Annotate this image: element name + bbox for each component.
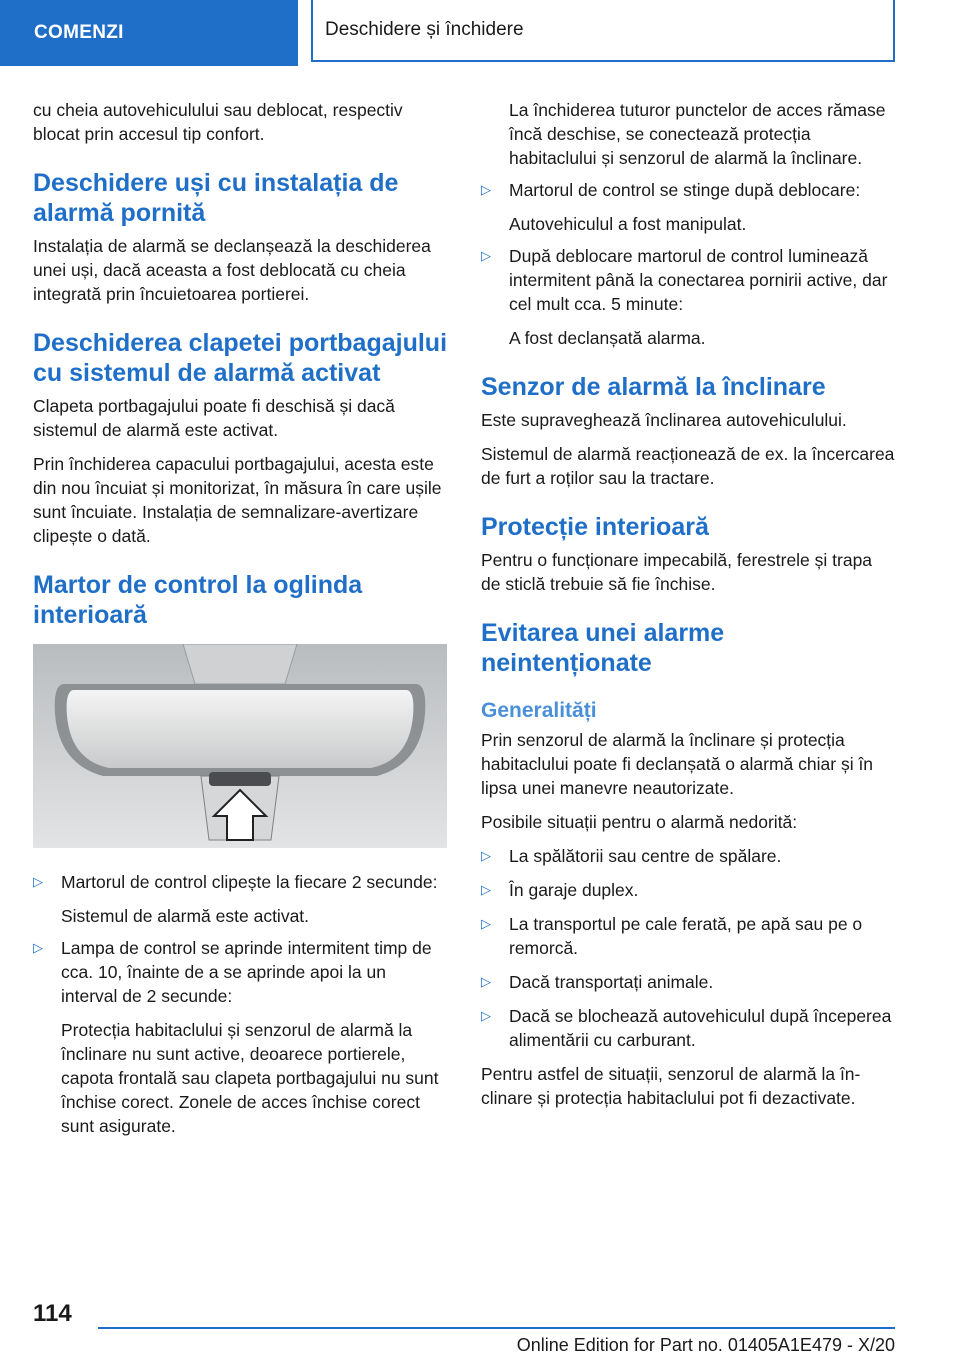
page-header bbox=[0, 0, 960, 66]
bullet-triangle-icon: ▷ bbox=[481, 182, 491, 197]
section-title-interior-protection: Protecție interioară bbox=[481, 513, 709, 541]
indicator-list bbox=[33, 936, 447, 1008]
list-item-result: La închiderea tuturor punctelor de acces rămase încă deschise, se conectează protecția habitaclului și senzorul de alarmă la înclinare. bbox=[509, 100, 886, 168]
bullet-triangle-icon: ▷ bbox=[481, 882, 491, 897]
paragraph: Prin închiderea capacului portbagajului, acesta este din nou încuiat și monitorizat, în măsura în care ușile sunt încuiate. Instalația de semnalizare-avertizare clipește o dată. bbox=[33, 454, 442, 546]
section-title-mirror-indicator: Martor de control la oglinda interioară bbox=[33, 571, 363, 629]
bullet-triangle-icon: ▷ bbox=[33, 874, 43, 889]
list-item: ▷ Dacă transportați animale. bbox=[481, 972, 714, 992]
section-title-tilt-sensor: Senzor de alarmă la înclinare bbox=[481, 373, 826, 401]
list-item: ▷ La spălătorii sau centre de spălare. bbox=[481, 846, 782, 866]
list-item: ▷ Martorul de control clipește la fiecare 2 secunde: bbox=[33, 872, 438, 892]
list-item: ▷ Lampa de control se aprinde intermitent timp de cca. 10, înainte de a se aprinde apoi la un interval de 2 secunde: bbox=[33, 938, 432, 1006]
list-item-result: Autovehiculul a fost manipulat. bbox=[509, 214, 747, 234]
intro-paragraph: cu cheia autovehiculului sau deblocat, respectiv blocat prin accesul tip confort. bbox=[33, 100, 403, 144]
list-item: ▷ La transportul pe cale ferată, pe apă sau pe o remorcă. bbox=[481, 914, 863, 958]
bullet-triangle-icon: ▷ bbox=[481, 848, 491, 863]
indicator-list bbox=[33, 870, 447, 894]
paragraph: Sistemul de alarmă reacționează de ex. la încercarea de furt a roților sau la tractare. bbox=[481, 444, 895, 488]
subsection-title-general: Generalități bbox=[481, 699, 597, 722]
footer-divider bbox=[98, 1327, 895, 1329]
rearview-mirror-figure bbox=[33, 644, 447, 848]
bullet-triangle-icon: ▷ bbox=[481, 974, 491, 989]
list-item-result: A fost declanșată alarma. bbox=[509, 328, 706, 348]
paragraph: Posibile situații pentru o alarmă nedorită: bbox=[481, 812, 798, 832]
section-title-tailgate: Deschiderea clapetei portbagajului cu sistemul de alarmă activat bbox=[33, 329, 448, 387]
section-tab: COMENZI bbox=[0, 0, 298, 66]
left-column bbox=[33, 98, 447, 1146]
section-title-avoid-false-alarm: Evitarea unei alarme neintenționate bbox=[481, 619, 725, 677]
footer-edition: Online Edition for Part no. 01405A1E479 - X/20 bbox=[516, 1335, 895, 1355]
list-item: ▷ În garaje duplex. bbox=[481, 880, 639, 900]
bullet-triangle-icon: ▷ bbox=[481, 1008, 491, 1023]
list-item: ▷ Dacă se blochează autovehiculul după începerea alimentării cu carburant. bbox=[481, 1006, 892, 1050]
paragraph: Este supraveghează înclinarea autovehiculului. bbox=[481, 410, 847, 430]
bullet-triangle-icon: ▷ bbox=[33, 940, 43, 955]
bullet-triangle-icon: ▷ bbox=[481, 916, 491, 931]
paragraph: Clapeta portbagajului poate fi deschisă și dacă sistemul de alarmă este activat. bbox=[33, 396, 395, 440]
paragraph: Prin senzorul de alarmă la înclinare și protecția habitaclului poate fi declanșată o alarmă chiar și în lipsa unei manevre neautorizate. bbox=[481, 730, 874, 798]
situation-list bbox=[481, 844, 895, 1052]
list-item: ▷ Martorul de control se stinge după deblocare: bbox=[481, 180, 861, 200]
paragraph: Pentru astfel de situații, senzorul de alarmă la înclinare și protecția habitaclului pot fi dezactivate. bbox=[481, 1064, 861, 1108]
paragraph: Instalația de alarmă se declanșează la deschiderea unei uși, dacă aceasta a fost deblocată cu cheia integrată prin încuietoarea portierei. bbox=[33, 236, 431, 304]
section-title-doors: Deschidere uși cu instalația de alarmă pornită bbox=[33, 169, 399, 227]
list-item-result: Protecția habitaclului și senzorul de alarmă la înclinare nu sunt active, deoarece portierele, capota frontală sau clapeta portbagajului nu sunt închise corect. Zonele de acces închise corect sunt asigurate. bbox=[61, 1020, 439, 1136]
paragraph: Pentru o funcționare impecabilă, ferestrele și trapa de sticlă trebuie să fie închise. bbox=[481, 550, 873, 594]
list-item-result: Sistemul de alarmă este activat. bbox=[61, 906, 310, 926]
list-item: ▷ După deblocare martorul de control luminează intermitent până la conectarea pornirii active, dar cel mult cca. 5 minute: bbox=[481, 246, 888, 314]
bullet-triangle-icon: ▷ bbox=[481, 248, 491, 263]
page-number: 114 bbox=[33, 1300, 72, 1327]
indicator-list bbox=[481, 178, 895, 202]
chapter-title: Deschidere și închidere bbox=[311, 0, 895, 62]
right-column bbox=[481, 98, 895, 1120]
indicator-list bbox=[481, 244, 895, 316]
